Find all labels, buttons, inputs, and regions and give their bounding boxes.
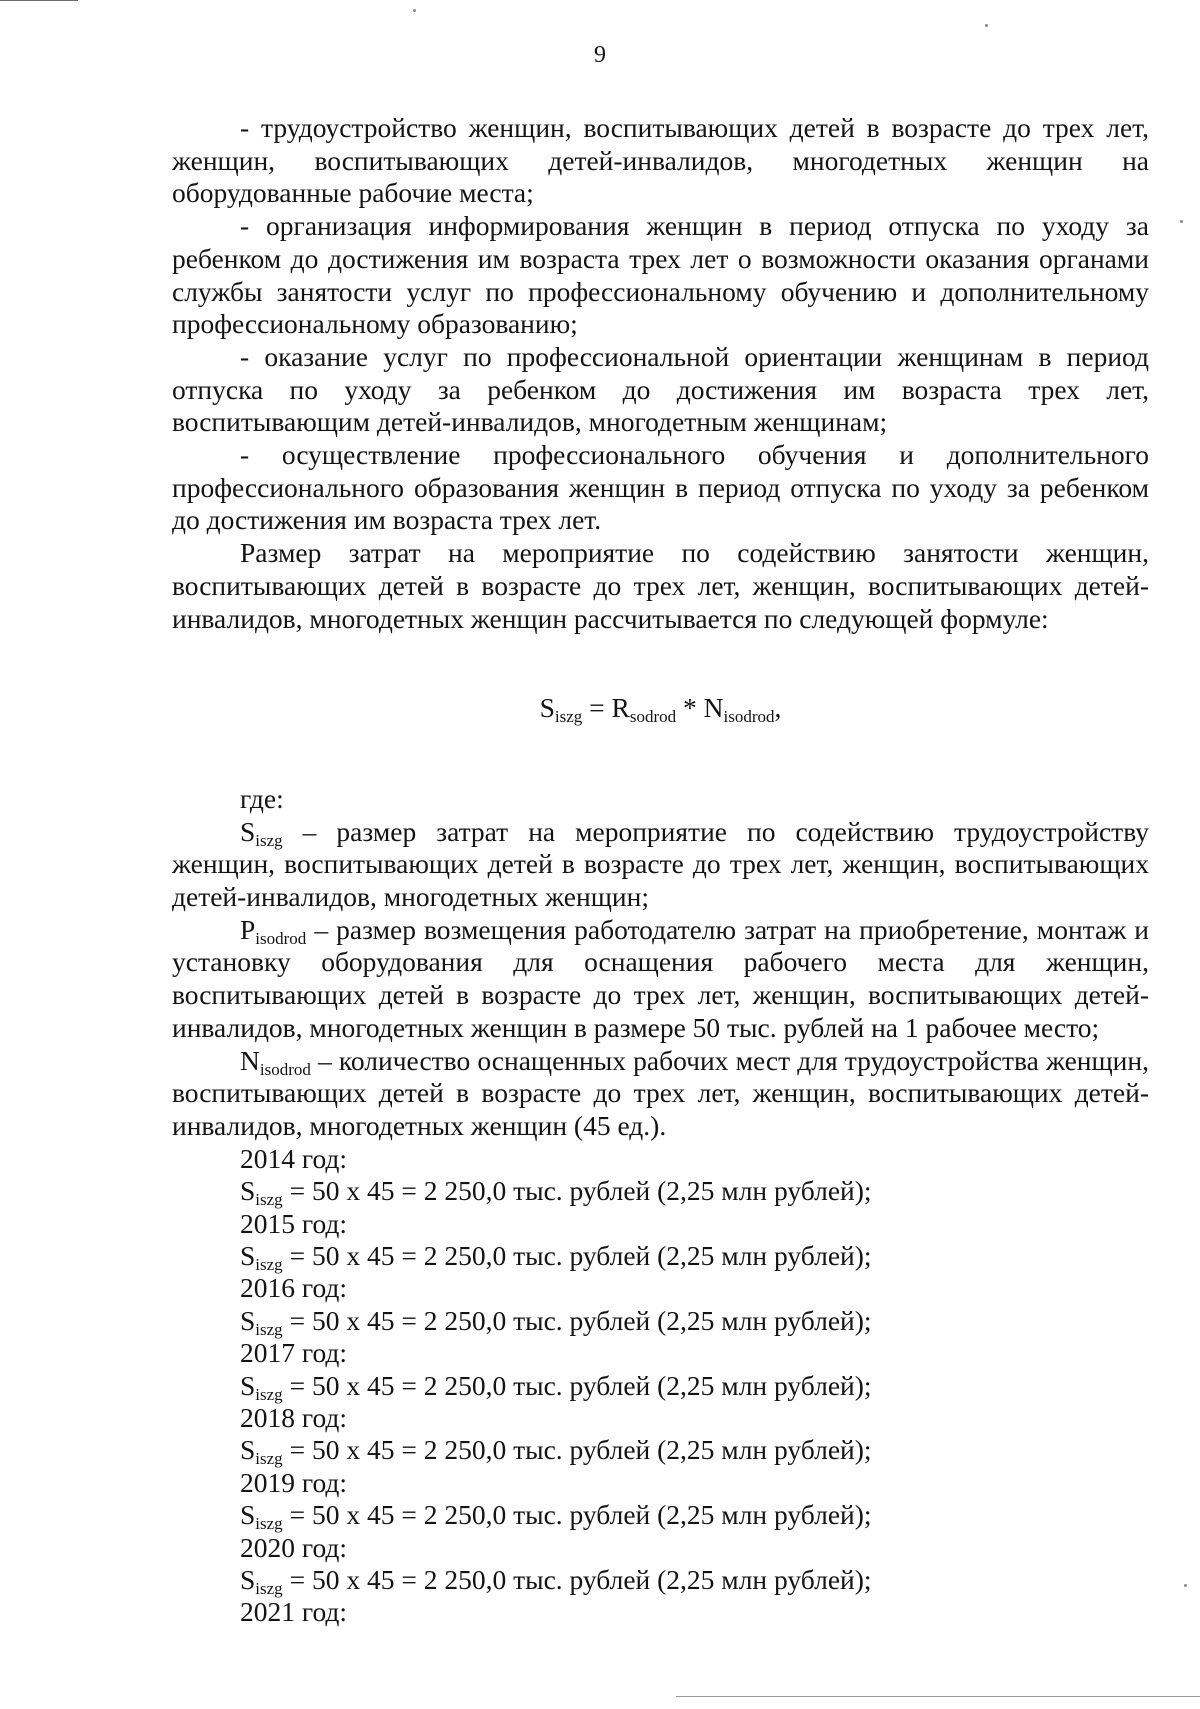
paragraph: - оказание услуг по профессиональной ориентации женщинам в период отпуска по уходу за ребенком до достижения им возраста трех лет, воспитывающим детей-инвалидов, многодетным женщинам; [172, 340, 1149, 438]
year-label: 2018 год: [240, 1401, 348, 1433]
year-label: 2017 год: [240, 1337, 348, 1369]
year-calculation: $S_{iszg} = 50$ х 45 = 2 250,0 тыс. рублей (2,25 млн рублей); [240, 1563, 872, 1598]
year-label: 2019 год: [240, 1466, 348, 1498]
scan-edge-mark [0, 0, 78, 1]
scan-speck [1180, 220, 1183, 223]
year-label: 2016 год: [240, 1272, 348, 1304]
paragraph: Размер затрат на мероприятие по содействию занятости женщин, воспитывающих детей в возрасте до трех лет, женщин, воспитывающих детей-инвалидов, многодетных женщин рассчитывается по следующей формуле: [172, 537, 1149, 634]
year-calculation: $S_{iszg} = 50$ х 45 = 2 250,0 тыс. рублей (2,25 млн рублей); [240, 1239, 872, 1274]
year-calculation: $S_{iszg} = 50$ х 45 = 2 250,0 тыс. рублей (2,25 млн рублей); [240, 1175, 872, 1210]
definition-p: $P_{isodrod}$ – размер возмещения работодателю затрат на приобретение, монтаж и установку оборудования для оснащения рабочего места для женщин, воспитывающих детей в возрасте до трех лет, женщин, воспитывающих детей-инвалидов, многодетных женщин в размере 50 тыс. рублей на 1 рабочее место; [172, 913, 1149, 1043]
year-label: 2015 год: [240, 1207, 348, 1239]
yearly-calculations [172, 1143, 1149, 1629]
scan-speck [985, 24, 988, 27]
year-calculation: $S_{iszg} = 50$ х 45 = 2 250,0 тыс. рублей (2,25 млн рублей); [240, 1304, 872, 1339]
year-label: 2020 год: [240, 1531, 348, 1563]
year-calculation: $S_{iszg} = 50$ х 45 = 2 250,0 тыс. рублей (2,25 млн рублей); [240, 1434, 872, 1469]
cost-formula: $S_{iszg} = R_{sodrod} * N_{isodrod}$, [539, 692, 782, 727]
year-calculation: $S_{iszg} = 50$ х 45 = 2 250,0 тыс. рублей (2,25 млн рублей); [240, 1369, 872, 1404]
scan-edge-mark [676, 1696, 1200, 1697]
where-label: где: [240, 782, 284, 814]
paragraph: - организация информирования женщин в период отпуска по уходу за ребенком до достижения им возраста трех лет о возможности оказания органами службы занятости услуг по профессиональному обучению и дополнительному профессиональному образованию; [172, 210, 1149, 340]
definition-s: $S_{iszg}$ – размер затрат на мероприятие по содействию трудоустройству женщин, воспитывающих детей в возрасте до трех лет, женщин, воспитывающих детей-инвалидов, многодетных женщин; [172, 815, 1149, 913]
scan-speck [413, 9, 416, 12]
definition-n: $N_{isodrod}$ – количество оснащенных рабочих мест для трудоустройства женщин, воспитывающих детей в возрасте до трех лет, женщин, воспитывающих детей-инвалидов, многодетных женщин (45 ед.). [172, 1044, 1149, 1141]
paragraph: - трудоустройство женщин, воспитывающих детей в возрасте до трех лет, женщин, воспитывающих детей-инвалидов, многодетных женщин на оборудованные рабочие места; [172, 112, 1149, 209]
year-calculation: $S_{iszg} = 50$ х 45 = 2 250,0 тыс. рублей (2,25 млн рублей); [240, 1499, 872, 1534]
document-body [172, 112, 1149, 1629]
year-label: 2021 год: [240, 1596, 348, 1628]
paragraph: - осуществление профессионального обучения и дополнительного профессионального образования женщин в период отпуска по уходу за ребенком до достижения им возраста трех лет. [172, 439, 1149, 536]
year-label: 2014 год: [240, 1142, 348, 1174]
scan-speck [1184, 1584, 1187, 1587]
page-number: 9 [594, 42, 606, 68]
